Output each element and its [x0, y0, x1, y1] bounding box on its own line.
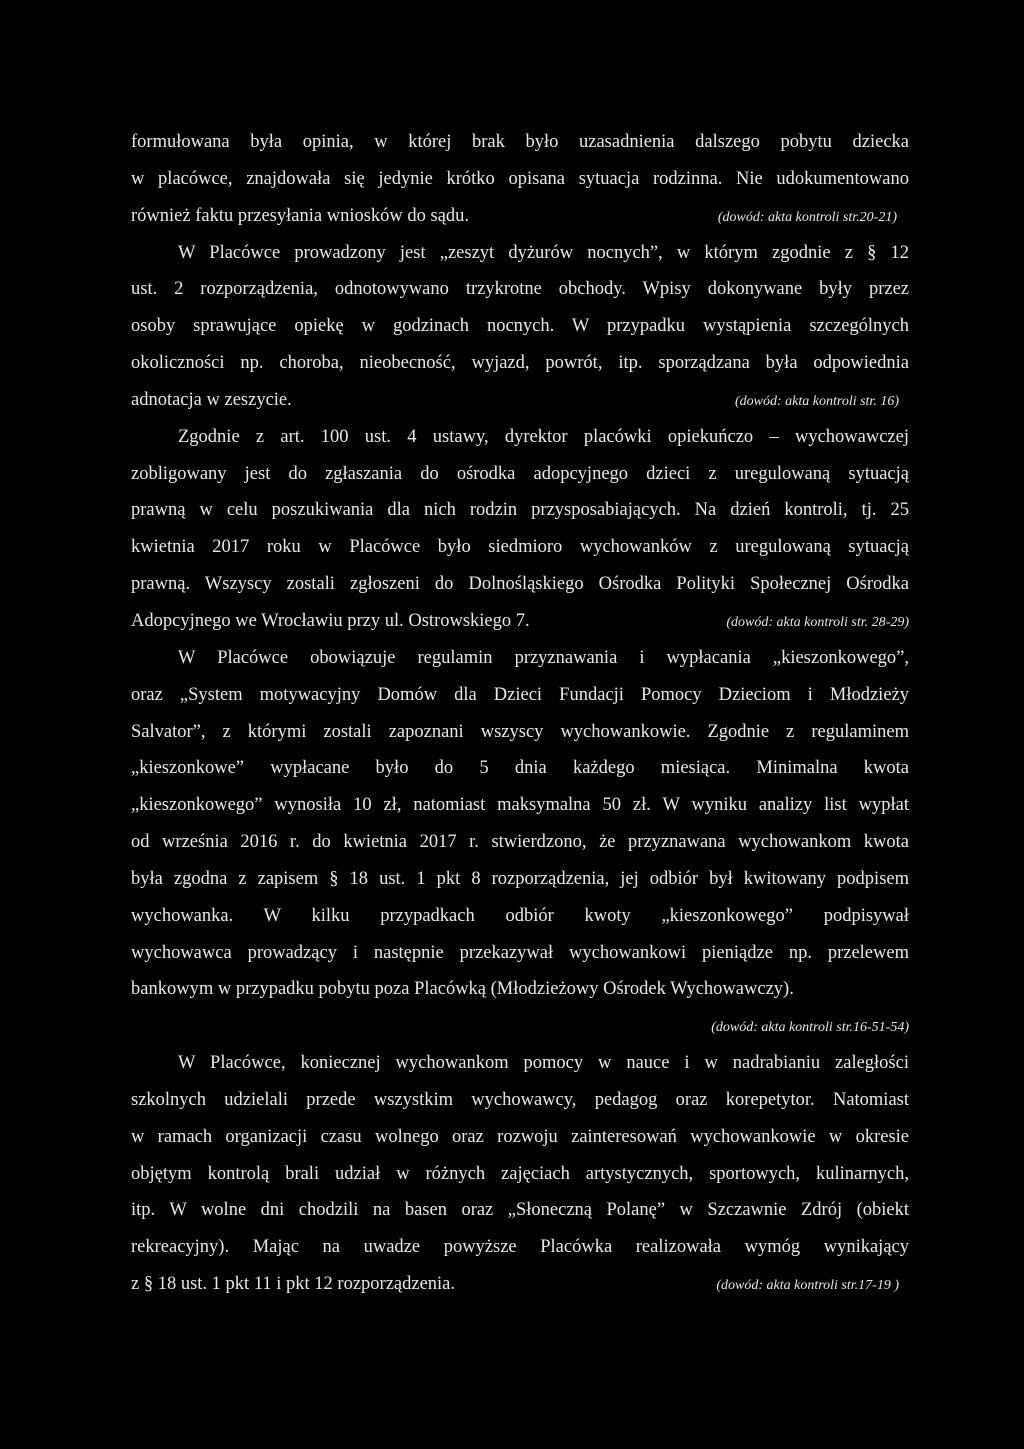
paragraph: [131, 124, 909, 235]
text-line: wychowanka. W kilku przypadkach odbiór kwoty „kieszonkowego” podpisywał: [131, 905, 909, 926]
text-line: „kieszonkowe” wypłacane było do 5 dnia każdego miesiąca. Minimalna kwota: [131, 758, 909, 779]
text-line: ust. 2 rozporządzenia, odnotowywano trzykrotne obchody. Wpisy dokonywane były przez: [131, 279, 909, 300]
text-line-with-citation: [131, 603, 909, 640]
text-line: Salvator”, z którymi zostali zapoznani wszyscy wychowankowie. Zgodnie z regulaminem: [131, 721, 909, 742]
evidence-citation: (dowód: akta kontroli str.16-51-54): [711, 1020, 909, 1036]
paragraph: [131, 640, 909, 1045]
text-line: była zgodna z zapisem § 18 ust. 1 pkt 8 rozporządzenia, jej odbiór był kwitowany podpisem: [131, 868, 909, 889]
evidence-citation: (dowód: akta kontroli str. 28-29): [726, 614, 909, 630]
text-line: kwietnia 2017 roku w Placówce było siedmioro wychowanków z uregulowaną sytuacją: [131, 537, 909, 558]
text-line: Adopcyjnego we Wrocławiu przy ul. Ostrowskiego 7.: [131, 610, 530, 631]
text-line: Zgodnie z art. 100 ust. 4 ustawy, dyrektor placówki opiekuńczo – wychowawczej: [178, 426, 909, 447]
text-line: W Placówce, koniecznej wychowankom pomocy w nauce i w nadrabianiu zaległości: [178, 1053, 909, 1074]
paragraph: [131, 419, 909, 640]
text-line: w ramach organizacji czasu wolnego oraz rozwoju zainteresowań wychowankowie w okresie: [131, 1126, 909, 1147]
text-line: [131, 971, 909, 1008]
text-line: od września 2016 r. do kwietnia 2017 r. stwierdzono, że przyznawana wychowankom kwota: [131, 832, 909, 853]
text-line: wychowawca prowadzący i następnie przekazywał wychowankowi pieniądze np. przelewem: [131, 942, 909, 963]
text-line: objętym kontrolą brali udział w różnych zajęciach artystycznych, sportowych, kulinarnych,: [131, 1163, 909, 1184]
citation-line: [131, 1008, 909, 1045]
text-line: formułowana była opinia, w której brak było uzasadnienia dalszego pobytu dziecka: [131, 132, 909, 152]
text-line-with-citation: [131, 382, 909, 419]
text-line: z § 18 ust. 1 pkt 11 i pkt 12 rozporządzenia.: [131, 1274, 456, 1295]
text-line: osoby sprawujące opiekę w godzinach nocnych. W przypadku wystąpienia szczególnych: [131, 316, 909, 337]
evidence-citation: (dowód: akta kontroli str.17-19 ): [716, 1278, 899, 1294]
text-line: w placówce, znajdowała się jedynie krótko opisana sytuacja rodzinna. Nie udokumentowano: [131, 168, 909, 189]
text-line-with-citation: [131, 198, 909, 235]
text-line: prawną w celu poszukiwania dla nich rodzin przysposabiających. Na dzień kontroli, tj. 25: [131, 500, 909, 521]
text-line: oraz „System motywacyjny Domów dla Dzieci Fundacji Pomocy Dzieciom i Młodzieży: [131, 684, 909, 705]
text-line: itp. W wolne dni chodzili na basen oraz „Słoneczną Polanę” w Szczawnie Zdrój (obiekt: [131, 1200, 909, 1221]
text-line: „kieszonkowego” wynosiła 10 zł, natomiast maksymalna 50 zł. W wyniku analizy list wypłat: [131, 795, 909, 816]
text-line: zobligowany jest do zgłaszania do ośrodka adopcyjnego dzieci z uregulowaną sytuacją: [131, 463, 909, 484]
document-page: [131, 124, 909, 1303]
text-line: szkolnych udzielali przede wszystkim wychowawcy, pedagog oraz korepetytor. Natomiast: [131, 1089, 909, 1110]
text-line: W Placówce prowadzony jest „zeszyt dyżurów nocnych”, w którym zgodnie z § 12: [178, 242, 909, 263]
text-line: bankowym w przypadku pobytu poza Placówką (Młodzieżowy Ośrodek Wychowawczy).: [131, 979, 794, 1000]
evidence-citation: (dowód: akta kontroli str. 16): [735, 393, 899, 409]
text-line: W Placówce obowiązuje regulamin przyznawania i wypłacania „kieszonkowego”,: [178, 647, 909, 668]
text-line: rekreacyjny). Mając na uwadze powyższe Placówka realizowała wymóg wynikający: [131, 1237, 909, 1258]
text-line: okoliczności np. choroba, nieobecność, wyjazd, powrót, itp. sporządzana była odpowiednia: [131, 353, 909, 374]
text-line: adnotacja w zeszycie.: [131, 389, 292, 410]
text-line-with-citation: [131, 1266, 909, 1303]
evidence-citation: (dowód: akta kontroli str.20-21): [717, 209, 897, 225]
text-line: również faktu przesyłania wniosków do sądu.: [131, 205, 470, 226]
paragraph: [131, 235, 909, 419]
paragraph: [131, 1045, 909, 1303]
text-line: prawną. Wszyscy zostali zgłoszeni do Dolnośląskiego Ośrodka Polityki Społecznej Ośrodka: [131, 574, 909, 595]
